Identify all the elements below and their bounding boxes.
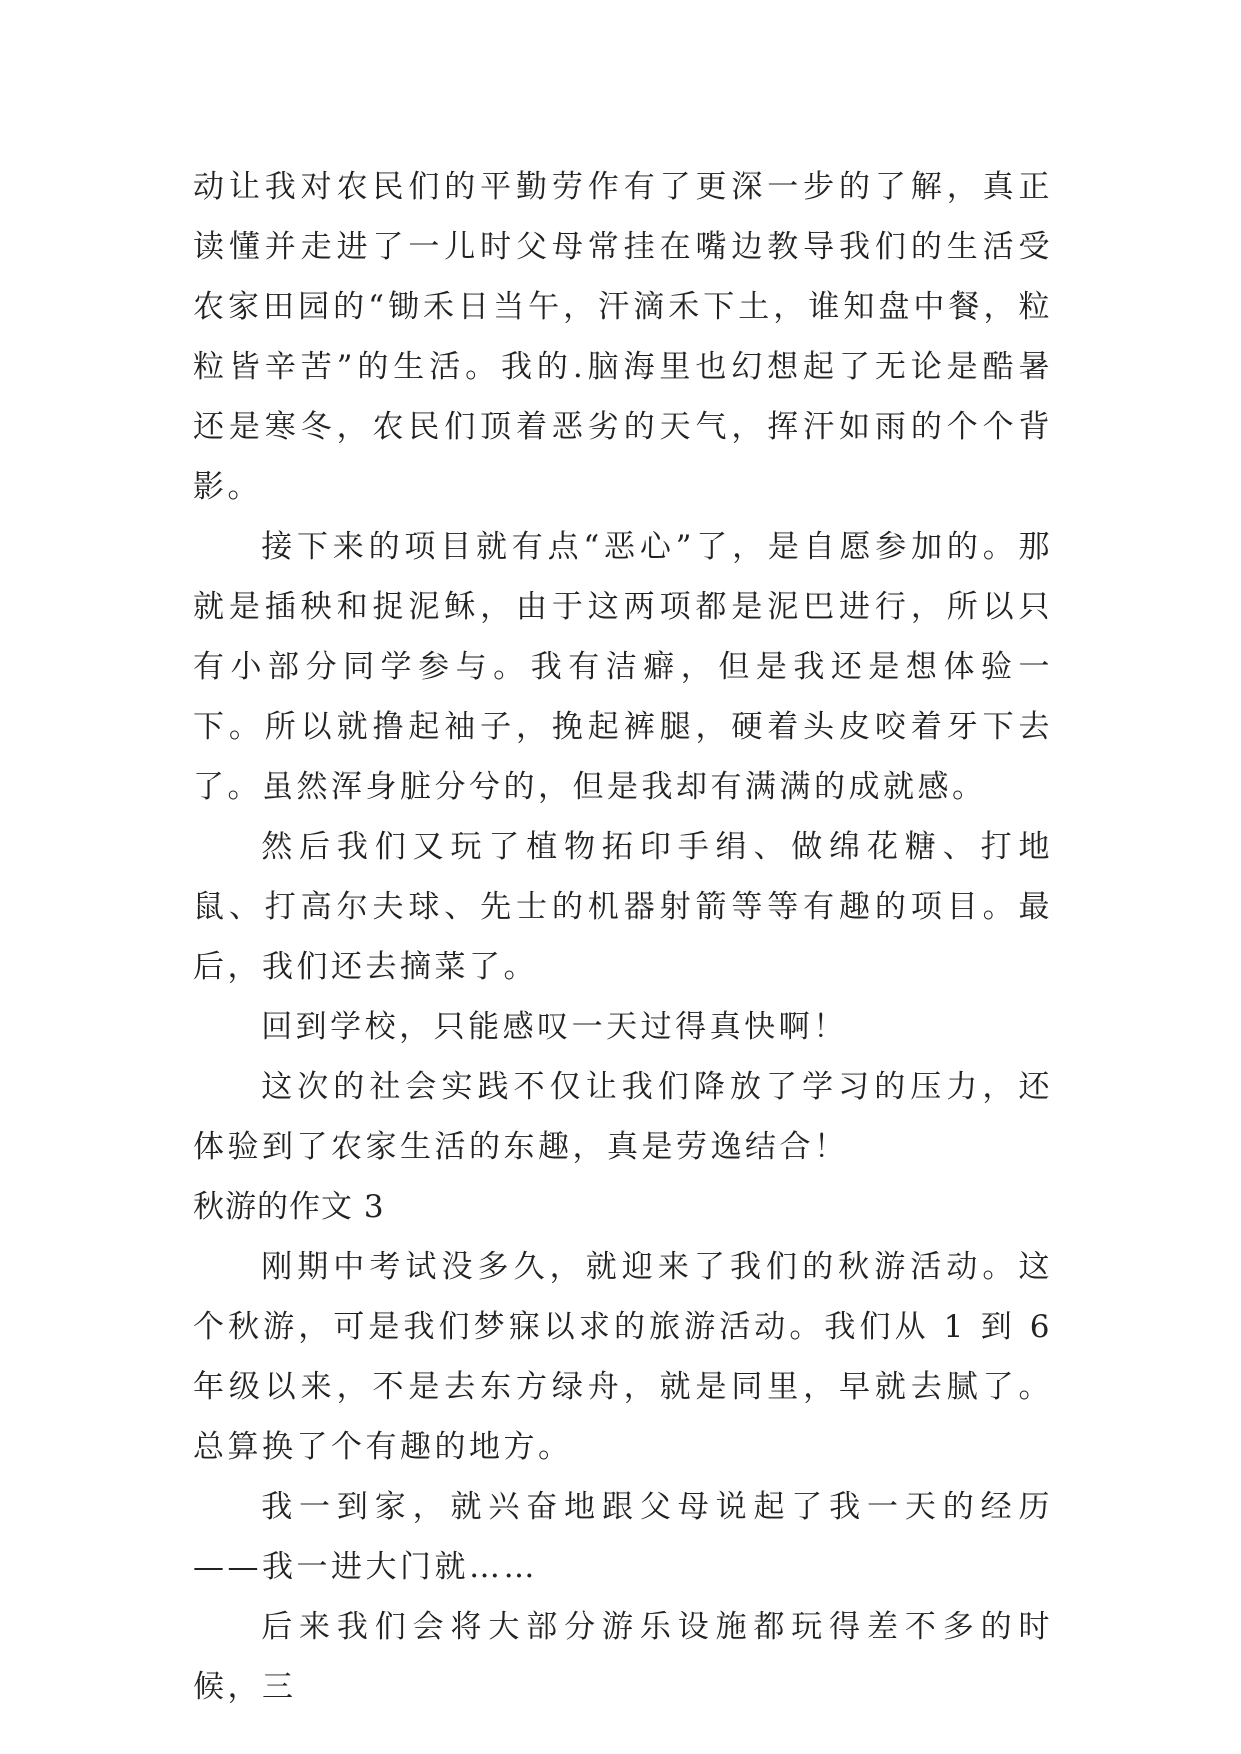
paragraph-3: 然后我们又玩了植物拓印手绢、做绵花糖、打地鼠、打高尔夫球、先士的机器射箭等等有趣的项目。最后，我们还去摘菜了。 bbox=[193, 829, 1053, 985]
paragraph-4: 回到学校，只能感叹一天过得真快啊！ bbox=[261, 1009, 848, 1045]
paragraph-5: 这次的社会实践不仅让我们降放了学习的压力，还体验到了农家生活的东趣，真是劳逸结合！ bbox=[193, 1069, 1053, 1165]
paragraph-8: 后来我们会将大部分游乐设施都玩得差不多的时候，三 bbox=[193, 1609, 1053, 1705]
paragraph-2: 接下来的项目就有点“恶心”了，是自愿参加的。那就是插秧和捉泥稣，由于这两项都是泥巴进行，所以只有小部分同学参与。我有洁癖，但是我还是想体验一下。所以就撸起袖子，挽起裤腿，硬着头皮咬着牙下去了。虽然浑身脏分兮的，但是我却有满满的成就感。 bbox=[193, 529, 1053, 805]
paragraph-6: 刚期中考试没多久，就迎来了我们的秋游活动。这个秋游，可是我们梦寐以求的旅游活动。我们从 1 到 6 年级以来，不是去东方绿舟，就是同里，早就去腻了。总算换了个有趣的地方。 bbox=[193, 1249, 1053, 1465]
paragraph-7: 我一到家，就兴奋地跟父母说起了我一天的经历——我一进大门就…… bbox=[193, 1489, 1053, 1585]
document-body bbox=[193, 157, 1053, 1717]
paragraph-1: 动让我对农民们的平勤劳作有了更深一步的了解，真正读懂并走进了一儿时父母常挂在嘴边教导我们的生活受农家田园的“锄禾日当午，汗滴禾下土，谁知盘中餐，粒粒皆辛苦”的生活。我的.脑海里也幻想起了无论是酷暑还是寒冬，农民们顶着恶劣的天气，挥汗如雨的个个背影。 bbox=[193, 169, 1053, 505]
section-heading: 秋游的作文 3 bbox=[193, 1189, 385, 1225]
